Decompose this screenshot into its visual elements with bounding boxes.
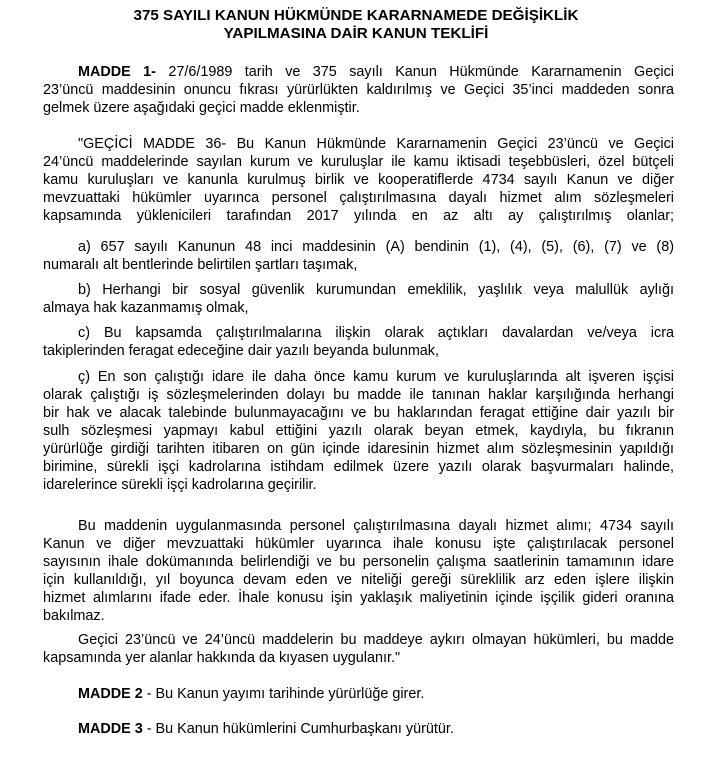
item-cc-line: yürürlüğe girdiği tarihten itibaren on gün içinde idaresinin hizmet alım sözleşmesinin yapıldığı — [43, 441, 674, 457]
gecici-madde-36-line: "GEÇİCİ MADDE 36- Bu Kanun Hükmünde Kararnamenin Geçici 23’üncü ve Geçici — [78, 136, 674, 152]
item-b-line: almaya hak kazanmamış olmak, — [43, 300, 249, 316]
madde-1-label: MADDE 1- — [78, 64, 156, 80]
gecici-madde-36-line: mevzuattaki hükümler uyarınca personel çalıştırılmasına dayalı hizmet alım sözleşmeleri — [43, 190, 674, 206]
paragraph-2-line: sayısının ihale dokümanında belirlendiği ve bu personelin çalışma saatlerinin tamamının idare — [43, 554, 674, 570]
item-cc-line: olarak çalıştığı iş sözleşmelerinden dolayı bu madde ile tanınan haklar karşılığında herhangi — [43, 387, 674, 403]
madde-3-line — [78, 720, 454, 738]
document-title-line-1: 375 SAYILI KANUN HÜKMÜNDE KARARNAMEDE DEĞİŞİKLİK — [133, 7, 579, 24]
paragraph-3-line: kapsamında yer alanlar hakkında da kıyasen uygulanır." — [43, 650, 401, 666]
madde-2-text: - Bu Kanun yayımı tarihinde yürürlüğe girer. — [142, 686, 425, 702]
madde-2-line — [78, 685, 424, 703]
gecici-madde-36-line: kapsamında yüklenicileri tarafından 2017 yılında en az altı ay çalıştırılmış olanlar; — [43, 208, 674, 224]
madde-1-line: 23’üncü maddesinin onuncu fıkrası yürürlükten kaldırılmış ve Geçici 35’inci maddeden sonra — [43, 82, 674, 98]
madde-1-line — [78, 63, 674, 81]
madde-1-line: gelmek üzere aşağıdaki geçici madde eklenmiştir. — [43, 100, 360, 116]
paragraph-2-line: bakılmaz. — [43, 608, 105, 624]
paragraph-2-line: Bu maddenin uygulanmasında personel çalıştırılmasına dayalı hizmet alımı; 4734 sayılı — [78, 518, 674, 534]
item-b-line: b) Herhangi bir sosyal güvenlik kurumundan emeklilik, yaşlılık veya malullük aylığı — [78, 282, 674, 298]
item-cc-line: idarelerince sürekli işçi kadrolarına geçirilir. — [43, 477, 317, 493]
gecici-madde-36-line: 24’üncü maddelerinde sayılan kurum ve kuruluşlar ile kamu iktisadi teşebbüsleri, özel bütçeli — [43, 154, 674, 170]
item-a-line: a) 657 sayılı Kanunun 48 inci maddesinin (A) bendinin (1), (4), (5), (6), (7) ve (8) — [78, 239, 674, 255]
gecici-madde-36-line: kamu kuruluşları ve kanunla kurulmuş birlik ve kooperatiflerde 4734 sayılı Kanun ve diğer — [43, 172, 674, 188]
document-title-line-2: YAPILMASINA DAİR KANUN TEKLİFİ — [223, 25, 489, 42]
madde-3-text: - Bu Kanun hükümlerini Cumhurbaşkanı yürütür. — [142, 721, 454, 737]
paragraph-2-line: hizmet alımlarını ifade eder. İhale konusu işin yaklaşık maliyetinin içinde işçilik gideri oranına — [43, 590, 674, 606]
madde-1-text: 27/6/1989 tarih ve 375 sayılı Kanun Hükmünde Kararnamenin Geçici — [155, 64, 674, 80]
item-cc-line: ç) En son çalıştığı idare ile daha önce kamu kurum ve kuruluşlarında alt işveren işçisi — [78, 369, 674, 385]
item-cc-line: birimine, sürekli işçi kadrolarına istihdam edilmek üzere yazılı olarak başvurmaları halinde, — [43, 459, 674, 475]
item-c-line: c) Bu kapsamda çalıştırılmalarına ilişkin olarak açtıkları davalardan ve/veya icra — [78, 325, 674, 341]
item-c-line: takiplerinden feragat edeceğine dair yazılı beyanda bulunmak, — [43, 343, 440, 359]
paragraph-2-line: için kullanıldığı, yıl boyunca devam eden ve niteliği gereği süreklilik arz eden işlere ilişkin — [43, 572, 674, 588]
madde-3-label: MADDE 3 — [78, 721, 143, 737]
madde-2-label: MADDE 2 — [78, 686, 143, 702]
item-cc-line: bir hak ve alacak talebinde bulunmayacağını ve bu haklarından feragat ettiğine dair yazılı bir — [43, 405, 674, 421]
item-cc-line: sulh sözleşmesi yapmayı kabul ettiğini yazılı olarak beyan etmek, kaydıyla, bu fıkranın — [43, 423, 674, 439]
item-a-line: numaralı alt bentlerinde belirtilen şartları taşımak, — [43, 257, 358, 273]
paragraph-3-line: Geçici 23’üncü ve 24’üncü maddelerin bu maddeye aykırı olmayan hükümleri, bu madde — [78, 632, 674, 648]
paragraph-2-line: Kanun ve diğer mevzuattaki hükümler uyarınca ihale konusu işte çalıştırılacak personel — [43, 536, 674, 552]
